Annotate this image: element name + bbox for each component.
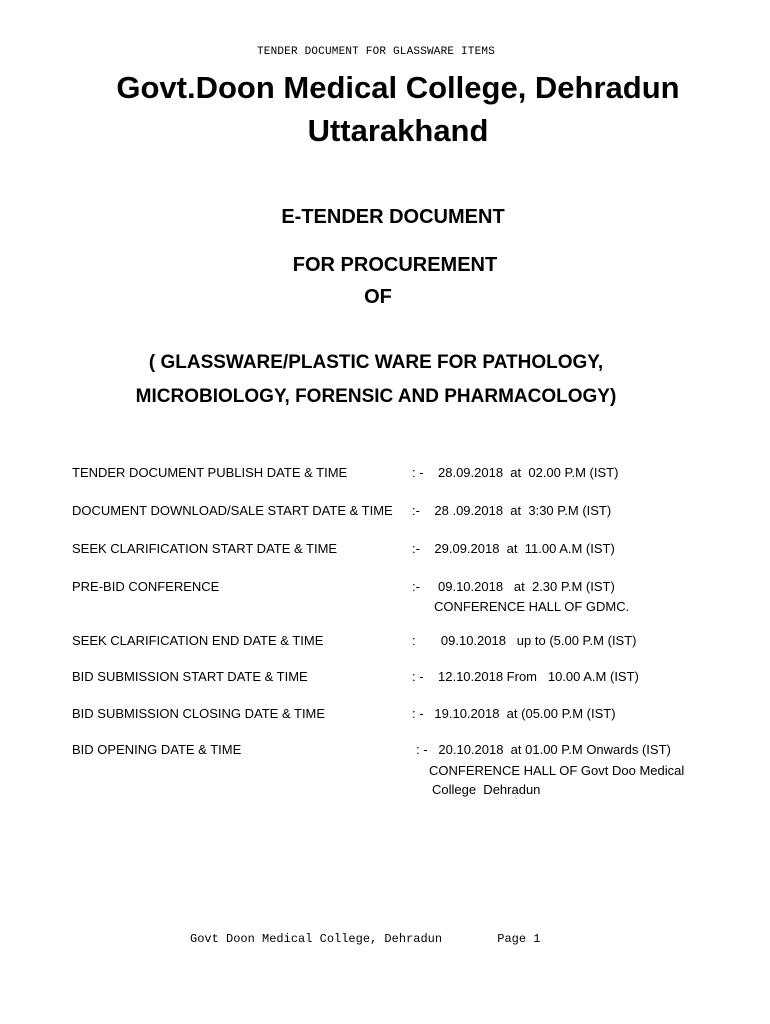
schedule-label: TENDER DOCUMENT PUBLISH DATE & TIME	[72, 465, 348, 480]
schedule-value: : - 12.10.2018 From 10.00 A.M (IST)	[412, 669, 639, 684]
schedule-value: :- 09.10.2018 at 2.30 P.M (IST)	[412, 579, 615, 594]
schedule-value: : - 19.10.2018 at (05.00 P.M (IST)	[412, 706, 616, 721]
schedule-value: :- 28 .09.2018 at 3:30 P.M (IST)	[412, 503, 612, 518]
items-title	[0, 346, 752, 414]
schedule-value: : 09.10.2018 up to (5.00 P.M (IST)	[412, 633, 637, 648]
schedule-venue: CONFERENCE HALL OF GDMC.	[434, 599, 630, 614]
schedule-label: DOCUMENT DOWNLOAD/SALE START DATE & TIME	[72, 503, 393, 518]
schedule-venue: CONFERENCE HALL OF Govt Doo Medical	[429, 763, 685, 778]
schedule-value: : - 20.10.2018 at 01.00 P.M Onwards (IST)	[416, 742, 671, 757]
of-heading: OF	[364, 286, 392, 308]
items-title-line-2: MICROBIOLOGY, FORENSIC AND PHARMACOLOGY)	[135, 386, 617, 407]
schedule-label: BID SUBMISSION CLOSING DATE & TIME	[72, 706, 326, 721]
college-title	[0, 66, 770, 152]
schedule-label: BID OPENING DATE & TIME	[72, 742, 242, 757]
schedule-label: PRE-BID CONFERENCE	[72, 579, 220, 594]
procurement-heading: FOR PROCUREMENT	[292, 254, 498, 276]
running-header: TENDER DOCUMENT FOR GLASSWARE ITEMS	[256, 46, 496, 58]
college-title-line-1: Govt.Doon Medical College, Dehradun	[116, 70, 680, 105]
page-footer	[190, 932, 540, 946]
schedule-value: : - 28.09.2018 at 02.00 P.M (IST)	[412, 465, 619, 480]
schedule-venue: College Dehradun	[432, 782, 541, 797]
schedule-value: :- 29.09.2018 at 11.00 A.M (IST)	[412, 541, 615, 556]
items-title-line-1: ( GLASSWARE/PLASTIC WARE FOR PATHOLOGY,	[148, 352, 604, 373]
schedule-label: SEEK CLARIFICATION END DATE & TIME	[72, 633, 324, 648]
schedule-label: BID SUBMISSION START DATE & TIME	[72, 669, 308, 684]
footer-college: Govt Doon Medical College, Dehradun	[190, 932, 443, 946]
etender-heading: E-TENDER DOCUMENT	[281, 206, 505, 228]
college-title-line-2: Uttarakhand	[307, 113, 489, 148]
schedule-label: SEEK CLARIFICATION START DATE & TIME	[72, 541, 338, 556]
page-number: Page 1	[497, 932, 541, 946]
